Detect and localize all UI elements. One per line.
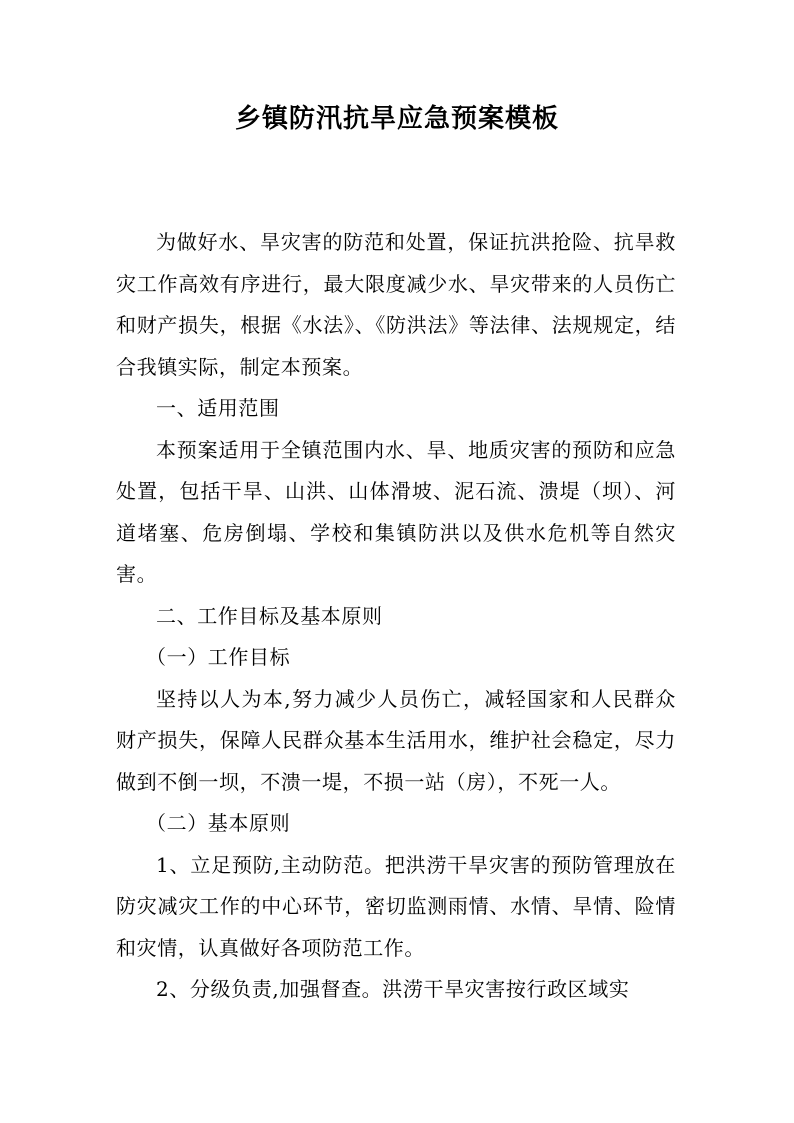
intro-paragraph: 为做好水、旱灾害的防范和处置，保证抗洪抢险、抗旱救灾工作高效有序进行，最大限度减少水、旱灾带来的人员伤亡和财产损失，根据《水法》、《防洪法》等法律、法规规定，结合我镇实际，制定本预案。 [116,230,676,379]
subheading-basic-principles: （二）基本原则 [146,811,291,835]
subheading-work-goal: （一）工作目标 [146,645,291,669]
principle-paragraph-2: 2、分级负责,加强督查。洪涝干旱灾害按行政区域实 [156,977,630,1001]
section-heading-scope: 一、适用范围 [156,396,280,420]
section-heading-goals-principles: 二、工作目标及基本原则 [156,603,383,628]
work-goal-paragraph: 坚持以人为本,努力减少人员伤亡，减轻国家和人民群众财产损失，保障人民群众基本生活用水，维护社会稳定，尽力做到不倒一坝，不溃一堤，不损一站（房），不死一人。 [116,686,676,794]
scope-paragraph: 本预案适用于全镇范围内水、旱、地质灾害的预防和应急处置，包括干旱、山洪、山体滑坡、泥石流、溃堤（坝）、河道堵塞、危房倒塌、学校和集镇防洪以及供水危机等自然灾害。 [116,437,676,586]
document-body [116,222,676,1011]
principle-paragraph-1: 1、立足预防,主动防范。把洪涝干旱灾害的预防管理放在防灾减灾工作的中心环节，密切监测雨情、水情、旱情、险情和灾情，认真做好各项防范工作。 [116,852,676,960]
document-title: 乡镇防汛抗旱应急预案模板 [234,104,559,134]
